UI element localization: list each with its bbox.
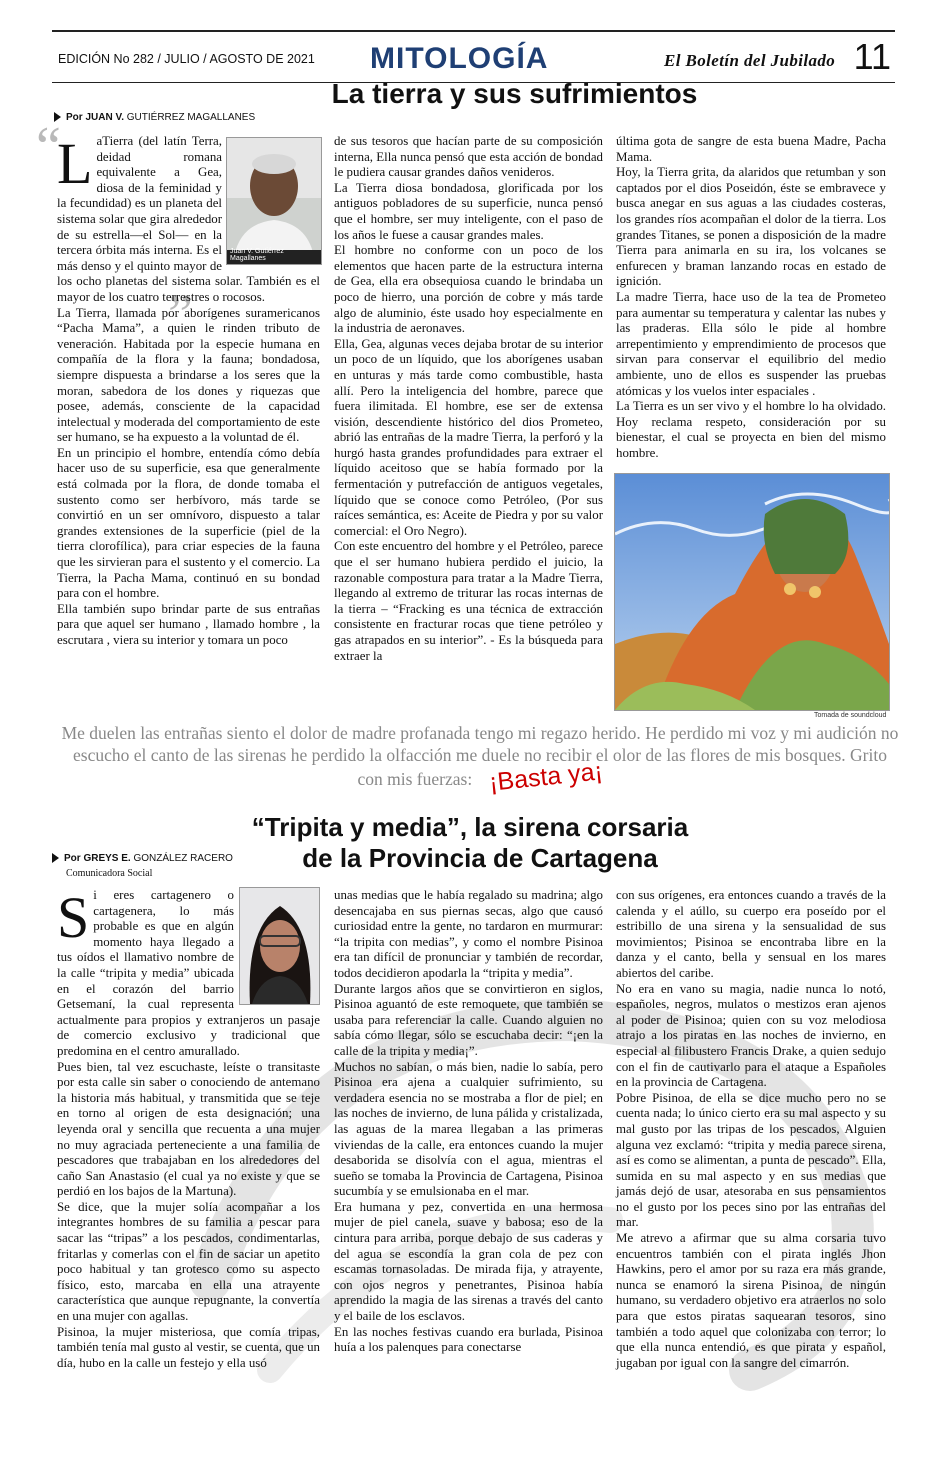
byline-triangle-icon (52, 853, 59, 863)
paragraph: Durante largos años que se convirtieron en siglos, Pisinoa aguantó de este remoquete, que también se usaba para referenciar la calle. Cuando alguien no sabía cómo llegar, sólo se escuchaba decir: “¡en la calle de la tripita y media¡”. (334, 981, 603, 1058)
article2-column-2 (334, 888, 603, 1356)
paragraph: Pobre Pisinoa, de ella se dice mucho pero no se cuenta nada; lo único cierto era su mal aspecto y su mal gusto por las tripas de los pescados, Alguien alguna vez exclamó: “tripita y media parece sirena, así es como se alimentan, a punta de pescado”. Ella, sumida en su mal aspecto y en sus medias que jamás dejó de usar, atesoraba en sus pensamientos no el gusto por los peces sino por las entrañas del mar. (616, 1090, 886, 1230)
paragraph: En las noches festivas cuando era burlada, Pisinoa huía a los palenques para conectarse (334, 1324, 603, 1355)
article2-column-3 (616, 888, 886, 1371)
author-last: GONZÁLEZ RACERO (133, 853, 233, 864)
pull-quote-shout: ¡Basta ya¡ (487, 757, 604, 797)
page-header (52, 30, 895, 83)
dropcap: L (57, 131, 93, 196)
paragraph: En un principio el hombre, entendía cómo debía hacer uso de su superficie, esa que generalmente está colmada por la flora, de donde tomaba el sustento como ser herbívoro, más tarde se convirtió en un ser omnívoro, dispuesto a talar grandes extensiones de la superficie (piel de la tierra clorofílica), para criar especies de la fauna que les sirvieran para el sustento y el comercio. La Tierra, la Pacha Mama, continuó en su bondad para con el hombre. (57, 445, 320, 601)
paragraph: Se dice, que la mujer solía acompañar a los integrantes hombres de su familia a pescar para sacar las “tripas” a los pescados, condimentarlas, fritarlas y comerlas con el fin de saciar un apetito poco habitual y tan grotesco como su aspecto físico, esto, marcaba en ella una atrayente característica que aunque repugnante, la convertía en una mujer con agallas. (57, 1199, 320, 1324)
article1-byline: Por JUAN V. GUTIÉRREZ MAGALLANES (54, 112, 255, 123)
paragraph: Ella también supo brindar parte de sus entrañas para que aquel ser humano , llamado hombre , la escrutara , viera su interior y tomara un poco (57, 601, 320, 647)
close-quote-icon: ” (168, 284, 193, 346)
article2-column-1 (57, 885, 320, 1371)
paragraph: Me atrevo a afirmar que su alma corsaria tuvo encuentros también con el pirata inglés Jhon Hawkins, pero el amor por su raza era más grande, nunca se enamoró la sirena Pisinoa, de ningún humano, su verdadero objetivo era atraerlos no solo para que estos piratas saquearan tesoros, sino también a todo aquel que colonizaba con terror; lo que ella nunca entendió, es que pirata y español, jugaban por igual con la sangre del cimarrón. (616, 1231, 886, 1370)
paragraph: unas medias que le había regalado su madrina; algo desencajaba en sus piernas secas, algo que causó curiosidad entre la gente, no tardaron en murmurar: “la tripita con medias”, y como el nombre Pisinoa era tan difícil de pronunciar y también de recordar, todos decidieron apodarla la “tripita y media”. (334, 888, 603, 980)
dropcap: S (57, 885, 90, 950)
article1-column-1 (57, 131, 320, 649)
mother-earth-painting-icon (615, 474, 889, 710)
paragraph: de sus tesoros que hacían parte de su composición interna, Ella nunca pensó que esta acción de bondad le pudiera causar grandes daños venideros. (334, 134, 603, 180)
paragraph: La Tierra es un ser vivo y el hombre lo ha olvidado. Hoy reclama respeto, consideración por su bienestar, el cual se proyecta en bien del mismo hombre. (616, 399, 886, 460)
article1-column-2 (334, 134, 603, 664)
paragraph: Pues bien, tal vez escuchaste, leíste o transitaste por esta calle sin saber o conociendo de antemano la historia más habitual, y transmitida que se teje en torno al origen de esta designación; una leyenda oral y sencilla que recuenta a una mujer no muy agraciada perteneciente a una familia de pescadores que trabajaban en los alrededores del caño San Anastasio (el cual ya no existe y que se perdió en los bajos de la Martuna). (57, 1059, 320, 1199)
article1-column-3 (616, 134, 886, 461)
paragraph: No era en vano su magia, nadie nunca lo notó, españoles, negros, mulatos o mestizos eran ajenos al poder de Pisinoa; quien con su voz melodiosa atrajo a los piratas en las noches de invierno, en especial al filibustero Francis Drake, a quien sedujo con el fin de cautivarlo para el ataque a Españoles en la provincia de Cartagena. (616, 981, 886, 1090)
paragraph: Era humana y pez, convertida en una hermosa mujer de piel canela, suave y babosa; eso de la cintura para arriba, porque debajo de sus caderas y del agua se escondía la gran cola de pez con escamas tornasoladas. De mirada fija, y atrayente, con ojos negros y penetrantes, Pisinoa había aprendido la magia de las sirenas a través del canto y el baile de los esclavos. (334, 1199, 603, 1324)
article1-title: La tierra y sus sufrimientos (331, 78, 698, 109)
paragraph: La Tierra diosa bondadosa, glorificada por los antiguos pobladores de su superficie, nunca pensó que el hombre, ser muy inteligente, con el paso de los años le fuese a causar grandes males. (334, 180, 603, 242)
newspaper-name: El Boletín del Jubilado (664, 51, 836, 70)
paragraph: última gota de sangre de esta buena Madre, Pacha Mama. (616, 134, 886, 164)
pull-quote: Me duelen las entrañas siento el dolor de madre profanada tengo mi regazo herido. He perdido mi voz y mi audición no escucho el canto de las sirenas he perdido la olfacción me duele no recibir el olor de las flores de mis bosques. Grito con mis fuerzas: ¡Basta ya¡ (61, 723, 899, 797)
paragraph: Muchos no sabían, o más bien, nadie lo sabía, pero Pisinoa era ajena a cualquier sufrimiento, su verdadera esencia no se mostraba a flor de piel; en las noches de invierno, de luna pálida y cristalizada, las aguas de la marea llegaban a las primeras viviendas de la calle, era entonces cuando la mujer desaborida se disolvía con el agua, mientras el sueño se tomaba la Provincia de Cartagena, Pisinoa sucumbía y se emulsionaba en el mar. (334, 1059, 603, 1199)
paragraph: con sus orígenes, era entonces cuando a través de la calenda y el aúllo, su cuerpo era poseído por el estribillo de una sirena y la sensualidad de sus movimientos; Pisinoa se encontraba libre en la danza y el canto, bella y sensual en los mares abiertos del caribe. (616, 888, 886, 980)
article2-byline: Por GREYS E. GONZÁLEZ RACERO (52, 853, 233, 864)
paragraph: La madre Tierra, hace uso de la tea de Prometeo para aumentar su temperatura y calentar las nubes y las praderas. Ella sólo le pide al hombre arrepentimiento y emprendimiento de procesos que sirvan para conservar el equilibrio del medio ambiente, uno de ellos es suspender las pruebas atómicas y los vuelos inter espaciales . (616, 289, 886, 398)
edition-label: EDICIÓN No 282 / JULIO / AGOSTO DE 2021 (58, 52, 315, 66)
paragraph: Hoy, la Tierra grita, da alaridos que retumban y son captados por el dios Poseidón, éste se embravece y busca anegar en sus aguas a las ciudades costeras, los grandes ríos acompañan el dolor de la tierra. Los grandes Titanes, se ponen a disposición de la madre Tierra para animarla en su ira, los volcanes se enfurecen y braman lanzando rocas en estado de ignición. (616, 165, 886, 289)
paragraph: Pisinoa, la mujer misteriosa, que comía tripas, también tenía mal gusto al vestir, se cuenta, que un día, hubo en la calle un festejo y ella usó (57, 1324, 320, 1370)
author-first: GREYS E. (83, 853, 131, 864)
author-role: Comunicadora Social (66, 868, 153, 879)
author-first: JUAN V. (85, 112, 124, 123)
paragraph: LaTierra (del latín Terra, deidad romana equivalente a Gea, diosa de la feminidad y la fecundidad) es un planeta del sistema solar que gira alrededor de su estrella—el Sol— en la tercera órbita más interna. Es el más denso y el quinto mayor de los ocho planetas del sistema solar. También es el mayor de los cuatro terrestres o rocosos. (57, 131, 320, 304)
paragraph: Si eres cartagenero o cartagenera, lo más probable es que en algún momento haya llegado a tus oídos el llamativo nombre de la calle “tripita y media” ubicada en el corazón del barrio Getsemaní, la cual representa actualmente para propios y extranjeros un pasaje de comercio exclusivo y tradicional que predomina en el centro amurallado. (57, 885, 320, 1058)
section-title: MITOLOGÍA (370, 42, 549, 75)
author-photo-caption: Juan V. Gutiérrez Magallanes (230, 248, 284, 262)
paragraph: Ella, Gea, algunas veces dejaba brotar de su interior un poco de un líquido, que los aborígenes usaban en unturas y más tarde como combustible, hasta allí. Pero la inteligencia del hombre, parece que fuera ilimitada. El hombre, ese ser de extensa visión, descendiente histórico del dios Prometeo, abrió las entrañas de la madre Tierra, la perforó y la hurgó hasta grandes profundidades para extraer el líquido aceitoso que se había formado por la fermentación y putrefacción de antiguos vegetales, líquido que se conoce como Petróleo, (Por sus raíces semántica, es: Aceite de Piedra y por su valor comercial: el Oro Negro). (334, 336, 603, 538)
open-quote-icon: “ (36, 116, 61, 178)
image-caption: Tomada de soundcloud (814, 712, 887, 719)
pachamama-illustration (614, 473, 890, 711)
page-number: 11 (853, 36, 891, 77)
article2-title: “Tripita y media”, la sirena corsaria de la Provincia de Cartagena (251, 812, 689, 873)
paragraph: La Tierra, llamada por aborígenes suramericanos “Pacha Mama”, a quien le rinden tributo de veneración. Habitada por la especie humana en compañía de la flora y la fauna; bondadosa, siempre dispuesta a brindarse a los seres que la moran, sabedora de los dones y riquezas que posee, además, consciente de la capacidad intelectual y moderada del comportamiento de este ser humano, se ha expuesto a la voluntad de él. (57, 305, 320, 445)
paragraph: El hombre no conforme con un poco de los elementos que hacen parte de la estructura interna de Gea, ella era obsequiosa cuando le brindaba un poco de hierro, una porción de cobre y más tarde algo de aluminio, éste usado hoy especialmente en la industria de aeronaves. (334, 243, 603, 336)
author-last: GUTIÉRREZ MAGALLANES (126, 112, 256, 123)
paragraph: Con este encuentro del hombre y el Petróleo, parece que el ser humano hubiera perdido el juicio, la razonable compostura para tratar a la Madre Tierra, llegando al extremo de triturar las rocas internas de la tierra – “Fracking es una técnica de extracción consistente en fracturar rocas que tiene petróleo y gas atrapados en su interior”. - Es la búsqueda para extraer la (334, 539, 603, 663)
